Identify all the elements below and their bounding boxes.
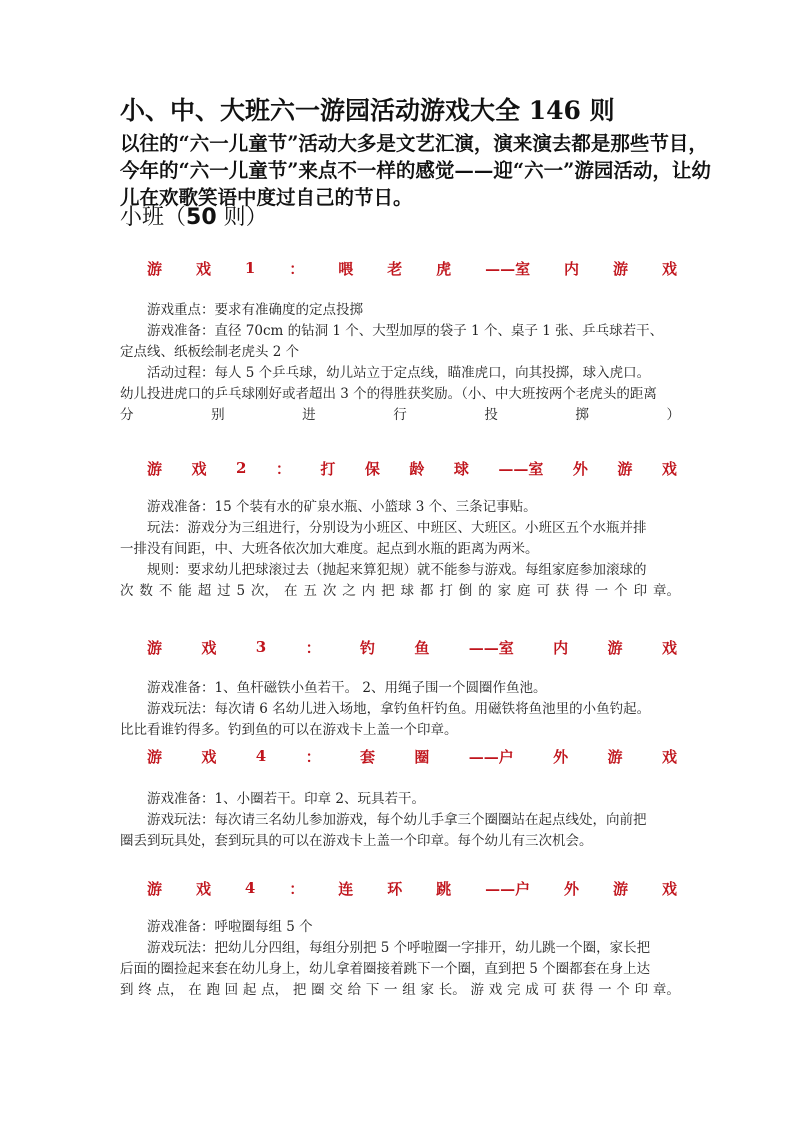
game-title-char: 2: [236, 459, 247, 477]
section-count: 50: [186, 205, 217, 230]
page-title: 小、中、大班六一游园活动游戏大全 146 则: [120, 96, 615, 125]
paragraph-line: 规则：要求幼儿把球滚过去（抛起来算犯规）就不能参与游戏。每组家庭参加滚球的: [147, 562, 647, 578]
justified-char: 点，: [261, 982, 289, 998]
game-title-char: 圈: [414, 747, 430, 766]
game-title-char: 外: [564, 879, 580, 898]
justified-char: 一: [594, 583, 609, 599]
paragraph-line: 圈丢到玩具处，套到玩具的可以在游戏卡上盖一个印章。每个幼儿有三次机会。: [120, 833, 593, 849]
justified-char: 在: [188, 982, 202, 998]
game-title-char: 戏: [661, 259, 677, 278]
justified-char: 之: [342, 583, 356, 599]
game-1-body: [120, 300, 680, 426]
paragraph-line: 游戏玩法：每次请 6 名幼儿进入场地，拿钓鱼杆钓鱼。用磁铁将鱼池里的小鱼钓起。: [147, 701, 651, 717]
justified-char: 跑: [206, 982, 220, 998]
game-title-char: ：: [289, 879, 305, 898]
justified-char: 获: [561, 982, 576, 998]
justified-char: ）: [666, 407, 680, 423]
game-title-char: 跳: [436, 879, 452, 898]
game-title-char: 游: [147, 747, 163, 766]
section-suffix: 则）: [216, 205, 268, 230]
game-title-char: 套: [359, 747, 375, 766]
intro-line: 以往的“六一儿童节”活动大多是文艺汇演，演来演去都是那些节目，: [120, 132, 708, 155]
game-title-char: 4: [255, 747, 267, 765]
justified-char: 内: [361, 583, 376, 599]
game-title-char: 鱼: [414, 638, 430, 657]
justified-char: 圈: [311, 982, 325, 998]
game-3-title: [147, 635, 677, 659]
paragraph-line: 游戏准备：1、小圈若干。印章 2、玩具若干。: [147, 791, 425, 807]
justified-char: 章。: [652, 583, 680, 599]
intro-paragraph: [120, 130, 711, 211]
justified-char: 进: [302, 407, 316, 423]
game-2-title: [147, 456, 677, 480]
game-title-char: ——户: [468, 747, 514, 766]
justified-char: 戏: [488, 982, 503, 998]
game-title-char: 外: [553, 747, 569, 766]
justified-char: 行: [393, 407, 407, 423]
justified-char: 章。: [652, 982, 680, 998]
justified-char: 过: [217, 583, 231, 599]
game-1-title: [147, 256, 677, 280]
game-title-char: ——室: [498, 459, 544, 478]
paragraph-line: 活动过程：每人 5 个乒乓球，幼儿站立于定点线，瞄准虎口，向其投掷，球入虎口。: [147, 365, 651, 381]
justified-char: 个: [614, 583, 628, 599]
justified-char: 终: [138, 982, 152, 998]
justified-char: 得: [575, 583, 589, 599]
intro-line: 儿在欢歌笑语中度过自己的节日。: [120, 186, 413, 209]
justified-char: 家: [497, 583, 512, 599]
game-title-char: ——户: [485, 879, 531, 898]
justified-char: 次，: [251, 583, 279, 599]
game-title-char: ——室: [485, 259, 531, 278]
paragraph-line: 比比看谁钓得多。钓到鱼的可以在游戏卡上盖一个印章。: [120, 722, 458, 738]
paragraph-line: 游戏玩法：把幼儿分四组，每组分别把 5 个呼啦圈一字排开，幼儿跳一个圈，家长把: [147, 940, 651, 956]
game-title-char: 虎: [436, 259, 452, 278]
game-title-char: ——室: [468, 638, 514, 657]
game-title-char: 戏: [661, 638, 677, 657]
justified-char: 把: [292, 982, 307, 998]
game-title-char: 游: [147, 459, 163, 478]
justified-char: 可: [536, 583, 550, 599]
game-title-char: ：: [305, 638, 321, 657]
paragraph-line: 游戏重点：要求有准确度的定点投掷: [147, 302, 363, 318]
game-title-char: 环: [387, 879, 403, 898]
paragraph-line: 游戏准备：呼啦圈每组 5 个: [147, 919, 313, 935]
justified-char: 次: [120, 583, 134, 599]
game-title-char: ：: [275, 459, 291, 478]
game-title-char: 戏: [191, 459, 207, 478]
game-title-char: ：: [305, 747, 321, 766]
game-title-char: 游: [613, 879, 629, 898]
game-title-char: 戏: [661, 747, 677, 766]
justified-char: 倒: [458, 583, 473, 599]
paragraph-line: 游戏准备：15 个装有水的矿泉水瓶、小篮球 3 个、三条记事贴。: [147, 499, 537, 515]
paragraph-line: 幼儿投进虎口的乒乓球刚好或者超出 3 个的得胜获奖励。（小、中大班按两个老虎头的距离: [120, 386, 657, 402]
justified-char: 组: [402, 982, 416, 998]
justified-char: 回: [224, 982, 239, 998]
game-title-char: 外: [572, 459, 588, 478]
justified-char: 打: [439, 583, 453, 599]
justified-char: 可: [543, 982, 557, 998]
section-heading: [120, 202, 268, 234]
paragraph-line: 定点线、纸板绘制老虎头 2 个: [120, 344, 300, 360]
game-title-char: 连: [338, 879, 354, 898]
game-2-body: [120, 497, 680, 602]
game-title-char: 内: [564, 259, 580, 278]
justified-char: 一: [598, 982, 612, 998]
paragraph-line: [120, 405, 680, 426]
justified-char: 能: [178, 583, 192, 599]
justified-char: 掷: [575, 407, 589, 423]
game-title-char: 1: [244, 259, 256, 277]
paragraph-line: 游戏准备：直径 70cm 的钻洞 1 个、大型加厚的袋子 1 个、桌子 1 张、乒乓球若干、: [147, 323, 664, 339]
justified-char: 数: [139, 583, 153, 599]
game-title-char: 龄: [409, 459, 425, 478]
game-title-char: 游: [147, 259, 163, 278]
justified-char: 交: [329, 982, 343, 998]
game-title-char: 戏: [195, 259, 211, 278]
justified-char: 庭: [517, 583, 531, 599]
game-4-title: [147, 744, 677, 768]
game-title-char: 游: [607, 747, 623, 766]
game-title-char: 3: [255, 638, 267, 656]
game-title-char: 游: [147, 879, 163, 898]
justified-char: 球: [400, 583, 414, 599]
game-title-char: 游: [147, 638, 163, 657]
game-title-char: 游: [617, 459, 633, 478]
justified-char: 都: [419, 583, 434, 599]
game-title-char: 打: [320, 459, 336, 478]
justified-char: 长。: [438, 982, 466, 998]
justified-char: 个: [616, 982, 630, 998]
justified-char: 点，: [156, 982, 184, 998]
paragraph-line: [120, 581, 680, 602]
game-title-char: 喂: [338, 259, 354, 278]
justified-char: 投: [484, 407, 498, 423]
justified-char: 在: [283, 583, 298, 599]
justified-char: 起: [242, 982, 257, 998]
game-3-body: [120, 678, 680, 741]
justified-char: 成: [525, 982, 539, 998]
justified-char: 超: [197, 583, 212, 599]
game-title-char: 戏: [661, 459, 677, 478]
paragraph-line: 一排没有间距，中、大班各依次加大难度。起点到水瓶的距离为两米。: [120, 541, 539, 557]
justified-char: 完: [506, 982, 521, 998]
game-title-char: 戏: [195, 879, 211, 898]
justified-char: 5: [236, 583, 246, 599]
justified-char: 把: [381, 583, 395, 599]
justified-char: 印: [633, 583, 648, 599]
game-title-char: 戏: [201, 747, 217, 766]
game-title-char: ：: [289, 259, 305, 278]
game-title-char: 老: [387, 259, 403, 278]
justified-char: 家: [420, 982, 435, 998]
game-title-char: 游: [607, 638, 623, 657]
game-title-char: 保: [364, 459, 380, 478]
game-title-char: 戏: [201, 638, 217, 657]
justified-char: 不: [158, 583, 173, 599]
justified-char: 五: [303, 583, 317, 599]
justified-char: 一: [384, 982, 398, 998]
game-title-char: 内: [553, 638, 569, 657]
paragraph-line: [120, 980, 680, 1001]
intro-line: 今年的“六一儿童节”来点不一样的感觉——迎“六一”游园活动，让幼: [120, 159, 711, 182]
game-title-char: 球: [453, 459, 469, 478]
game-title-char: 游: [613, 259, 629, 278]
paragraph-line: 游戏玩法：每次请三名幼儿参加游戏，每个幼儿手拿三个圈圈站在起点线处，向前把: [147, 812, 647, 828]
game-5-body: [120, 917, 680, 1001]
justified-char: 次: [322, 583, 337, 599]
justified-char: 别: [211, 407, 225, 423]
justified-char: 获: [555, 583, 570, 599]
game-5-title: [147, 876, 677, 900]
paragraph-line: 游戏准备：1、鱼杆磁铁小鱼若干。 2、用绳子围一个圆圈作鱼池。: [147, 680, 547, 696]
section-prefix: 小班（: [120, 205, 187, 230]
justified-char: 下: [365, 982, 380, 998]
game-title-char: 4: [244, 879, 256, 897]
paragraph-line: 后面的圈捡起来套在幼儿身上，幼儿拿着圈接着跳下一个圈，直到把 5 个圈都套在身上达: [120, 961, 651, 977]
game-title-char: 钓: [359, 638, 375, 657]
justified-char: 分: [120, 407, 134, 423]
justified-char: 的: [478, 583, 492, 599]
justified-char: 到: [120, 982, 134, 998]
game-title-char: 戏: [661, 879, 677, 898]
justified-char: 给: [347, 982, 362, 998]
game-4-body: [120, 789, 680, 852]
justified-char: 得: [579, 982, 594, 998]
justified-char: 印: [634, 982, 649, 998]
paragraph-line: 玩法：游戏分为三组进行，分别设为小班区、中班区、大班区。小班区五个水瓶并排: [147, 520, 647, 536]
justified-char: 游: [470, 982, 484, 998]
